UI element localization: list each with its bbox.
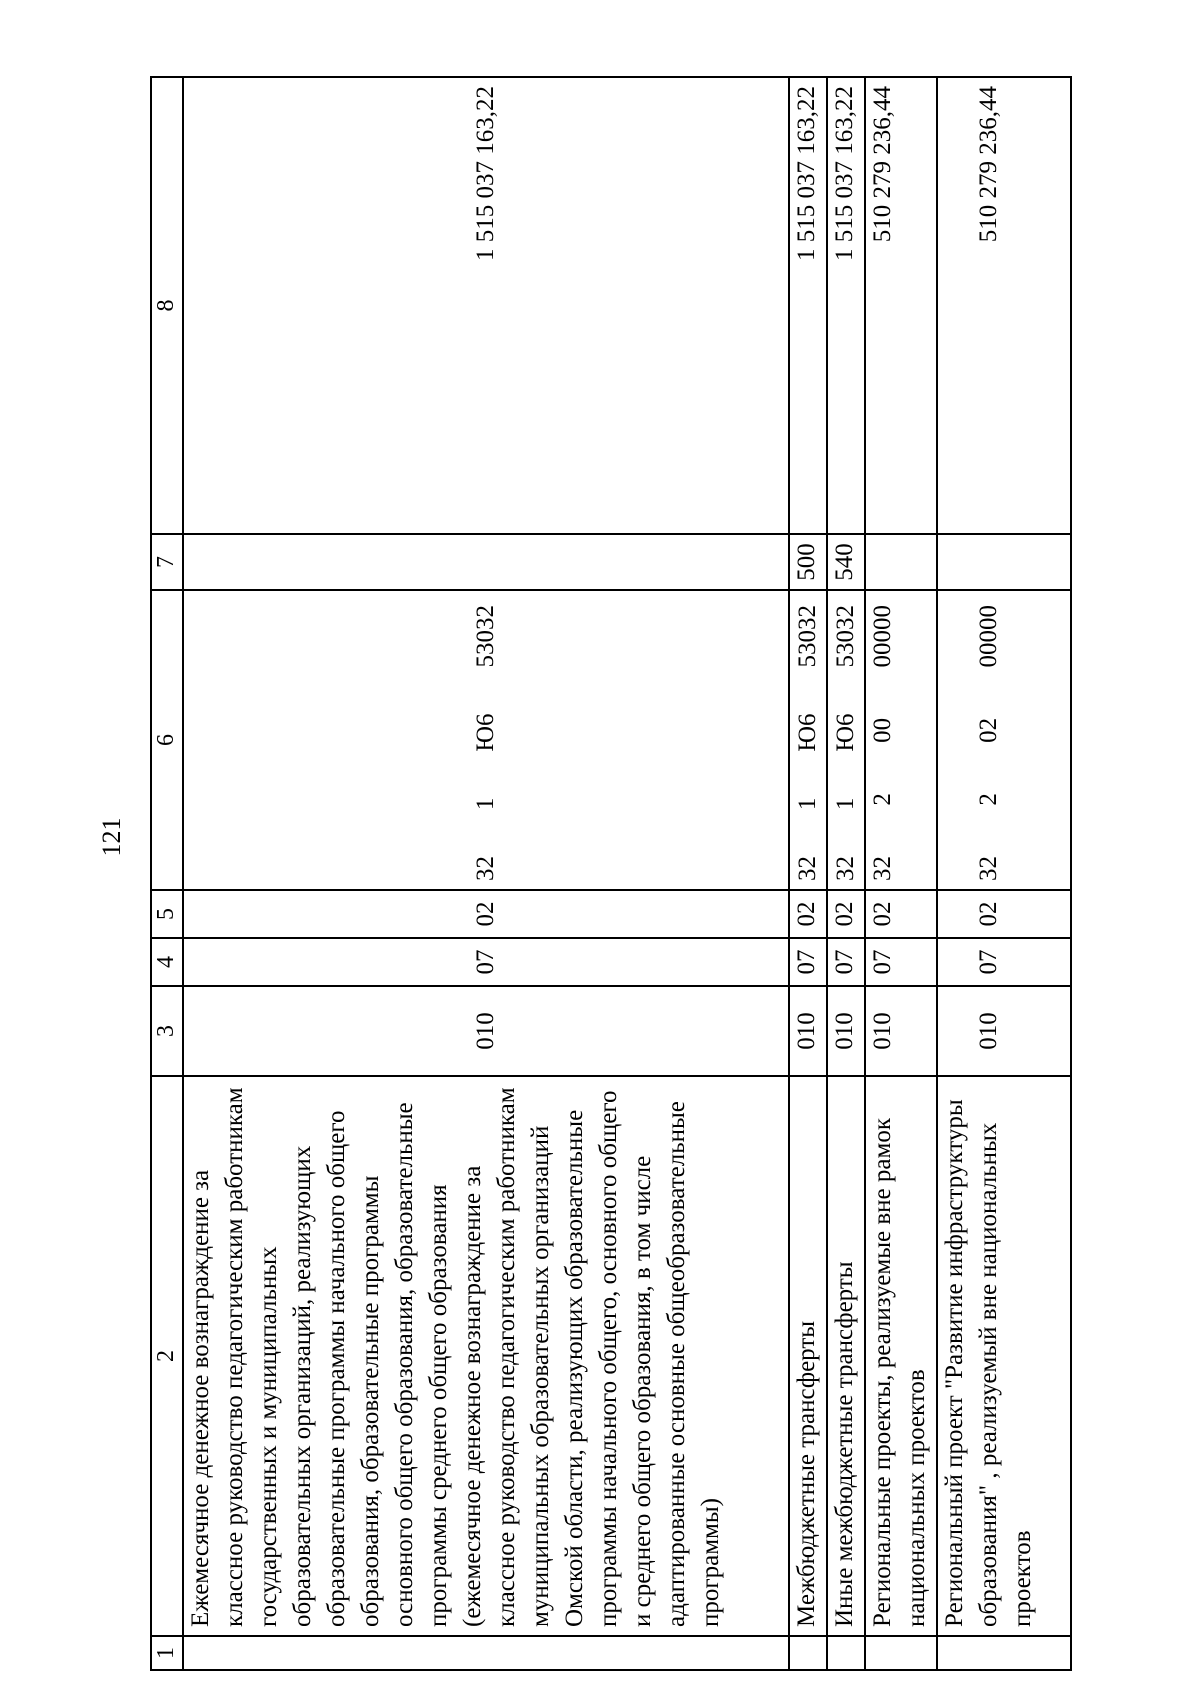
header-row — [151, 77, 183, 1670]
code-subsection-cell: 02 — [789, 890, 827, 938]
code-admin-cell: 010 — [827, 986, 865, 1076]
target-article-part: 53032 — [832, 605, 859, 668]
table-row — [827, 77, 865, 1670]
target-article-part: 1 — [472, 797, 499, 811]
code-admin-cell: 010 — [937, 986, 1071, 1076]
amount-cell: 1 515 037 163,22 — [183, 77, 789, 534]
code-section-cell: 07 — [865, 938, 937, 986]
code-admin-cell: 010 — [865, 986, 937, 1076]
rotated-table-container — [150, 78, 1036, 1671]
row-name-cell: Ежемесячное денежное вознаграждение за классное руководство педагогическим работникам государственных и муниципальных образовательных организаций, реализующих образовательные программы начального общего образования, образовательные программы основного общего образования, образовательные программы среднего общего образования (ежемесячное денежное вознаграждение за классное руководство педагогическим работникам муниципальных образовательных организаций Омской области, реализующих образовательные программы начального общего, основного общего и среднего общего образования, в том числе адаптированные основные общеобразовательные программы) — [183, 1076, 789, 1636]
header-cell-7: 7 — [151, 534, 183, 590]
target-article-part: 32 — [832, 856, 859, 881]
amount-cell: 1 515 037 163,22 — [789, 77, 827, 534]
expense-type-cell: 540 — [827, 534, 865, 590]
code-section-cell: 07 — [789, 938, 827, 986]
target-article-part: Ю6 — [794, 713, 821, 752]
row-name-cell: Межбюджетные трансферты — [789, 1076, 827, 1636]
code-subsection-cell: 02 — [937, 890, 1071, 938]
table-row — [183, 77, 789, 1670]
target-article-part: 32 — [794, 856, 821, 881]
target-article-cell — [865, 590, 937, 890]
code-section-cell: 07 — [183, 938, 789, 986]
amount-cell: 510 279 236,44 — [937, 77, 1071, 534]
target-article-part: 1 — [832, 797, 859, 811]
target-article-part: 53032 — [472, 605, 499, 668]
row-name-cell: Иные межбюджетные трансферты — [827, 1076, 865, 1636]
code-section-cell: 07 — [937, 938, 1071, 986]
header-cell-5: 5 — [151, 890, 183, 938]
target-article-cell — [183, 590, 789, 890]
rotated-table-sheet — [150, 78, 1036, 1671]
target-article-part: 2 — [869, 793, 896, 806]
code-admin-cell: 010 — [789, 986, 827, 1076]
target-article-part: 2 — [975, 793, 1002, 806]
code-admin-cell: 010 — [183, 986, 789, 1076]
target-article-part: 02 — [975, 717, 1002, 743]
target-article-part: 32 — [869, 856, 896, 881]
code-subsection-cell: 02 — [865, 890, 937, 938]
target-article-part: 00000 — [869, 605, 896, 668]
table-row — [865, 77, 937, 1670]
page-number: 121 — [97, 817, 126, 857]
target-article-part: 1 — [794, 797, 821, 811]
amount-cell: 1 515 037 163,22 — [827, 77, 865, 534]
header-cell-4: 4 — [151, 938, 183, 986]
table-row — [937, 77, 1071, 1670]
target-article-part: 53032 — [794, 605, 821, 668]
code-subsection-cell: 02 — [827, 890, 865, 938]
expense-type-cell — [183, 534, 789, 590]
row-index-cell — [827, 1636, 865, 1670]
header-cell-3: 3 — [151, 986, 183, 1076]
row-index-cell — [789, 1636, 827, 1670]
row-index-cell — [183, 1636, 789, 1670]
target-article-cell — [789, 590, 827, 890]
row-index-cell — [937, 1636, 1071, 1670]
target-article-part: Ю6 — [832, 713, 859, 752]
header-cell-1: 1 — [151, 1636, 183, 1670]
target-article-part: 32 — [975, 856, 1002, 881]
budget-table — [150, 76, 1072, 1671]
row-index-cell — [865, 1636, 937, 1670]
code-subsection-cell: 02 — [183, 890, 789, 938]
header-cell-2: 2 — [151, 1076, 183, 1636]
row-name-cell: Региональный проект "Развитие инфраструктуры образования" , реализуемый вне национальных проектов — [937, 1076, 1071, 1636]
target-article-part: 00 — [869, 717, 896, 743]
row-name-cell: Региональные проекты, реализуемые вне рамок национальных проектов — [865, 1076, 937, 1636]
code-section-cell: 07 — [827, 938, 865, 986]
expense-type-cell — [937, 534, 1071, 590]
expense-type-cell — [865, 534, 937, 590]
expense-type-cell: 500 — [789, 534, 827, 590]
target-article-cell — [827, 590, 865, 890]
target-article-cell — [937, 590, 1071, 890]
amount-cell: 510 279 236,44 — [865, 77, 937, 534]
target-article-part: 32 — [472, 856, 499, 881]
header-cell-6: 6 — [151, 590, 183, 890]
header-cell-8: 8 — [151, 77, 183, 534]
target-article-part: Ю6 — [472, 713, 499, 752]
target-article-part: 00000 — [975, 605, 1002, 668]
table-row — [789, 77, 827, 1670]
